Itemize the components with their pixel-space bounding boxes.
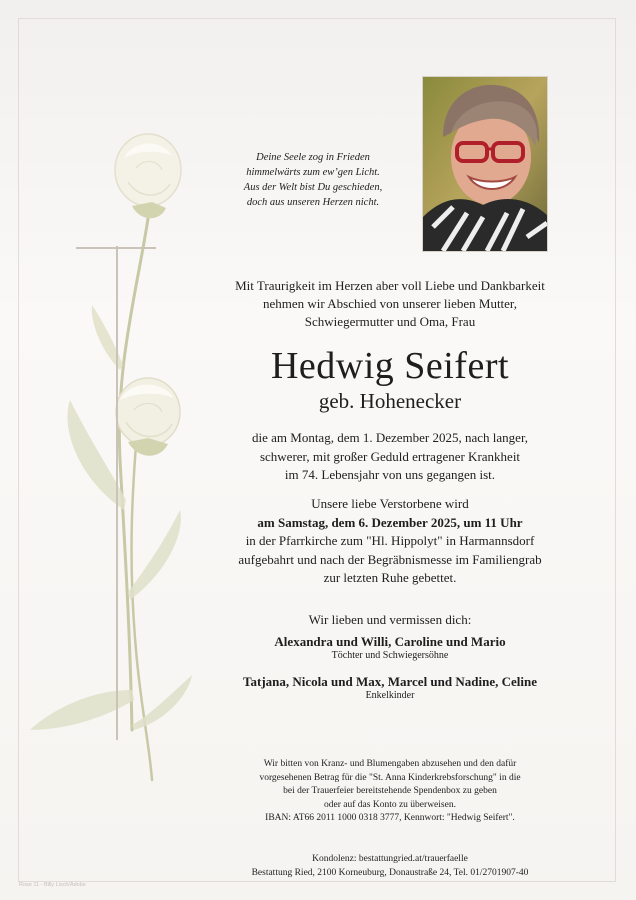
funeral-details — [150, 495, 630, 588]
funeral-date: am Samstag, dem 6. Dezember 2025, um 11 Uhr — [257, 514, 523, 530]
memorial-poem — [230, 150, 396, 210]
family-role: Töchter und Schwiegersöhne — [331, 650, 449, 661]
undertaker-address: Bestattung Ried, 2100 Korneuburg, Donaustraße 24, Tel. 01/2701907-40 — [251, 868, 529, 878]
maiden-name: geb. Hohenecker — [318, 389, 462, 413]
intro-line: nehmen wir Abschied von unserer lieben Mutter, — [263, 296, 517, 311]
iban-line: IBAN: AT66 2011 1000 0318 3777, Kennwort: "Hedwig Seifert". — [265, 813, 515, 823]
poem-line: Aus der Welt bist Du geschieden, — [243, 182, 383, 193]
intro-line: Mit Traurigkeit im Herzen aber voll Liebe und Dankbarkeit — [235, 278, 545, 293]
family-names: Tatjana, Nicola und Max, Marcel und Nadine, Celine — [243, 674, 537, 689]
upper-rose-bloom — [115, 134, 181, 218]
poem-line: himmelwärts zum ew’gen Licht. — [246, 167, 380, 178]
funeral-line: aufgebahrt und nach der Begräbnismesse im Familiengrab — [238, 551, 542, 567]
family-role: Enkelkinder — [365, 690, 415, 701]
family-names: Alexandra und Willi, Caroline und Mario — [274, 634, 506, 649]
cross-horizontal-bar — [76, 247, 156, 249]
condolence-link[interactable]: Kondolenz: bestattungried.at/trauerfaelle — [312, 854, 468, 864]
image-credit: Rose 11 - Billy Lisch/Adobe — [19, 882, 86, 888]
intro-line: Schwiegermutter und Oma, Frau — [304, 314, 476, 329]
family-group-daughters — [150, 634, 630, 662]
death-line: die am Montag, dem 1. Dezember 2025, nach langer, — [252, 430, 528, 445]
death-notice — [150, 429, 630, 485]
cross-vertical-bar — [116, 246, 118, 740]
family-group-grandchildren — [150, 674, 630, 702]
funeral-intro: Unsere liebe Verstorbene wird — [311, 496, 469, 511]
death-line: schwerer, mit großer Geduld ertragener Krankheit — [259, 448, 521, 464]
notice-line: bei der Trauerfeier bereitstehende Spendenbox zu geben — [283, 786, 497, 796]
funeral-line: zur letzten Ruhe gebettet. — [323, 570, 457, 585]
donation-notice — [150, 758, 630, 826]
poem-line: Deine Seele zog in Frieden — [256, 152, 370, 163]
deceased-name: Hedwig Seifert — [270, 345, 510, 387]
portrait-photo — [422, 76, 548, 252]
notice-line: oder auf das Konto zu überweisen. — [324, 799, 456, 810]
poem-line: doch aus unseren Herzen nicht. — [246, 197, 380, 208]
intro-text — [150, 277, 630, 331]
death-line: im 74. Lebensjahr von uns gegangen ist. — [284, 467, 496, 482]
notice-line: vorgesehenen Betrag für die "St. Anna Kinderkrebsforschung" in die — [259, 772, 521, 783]
notice-line: Wir bitten von Kranz- und Blumengaben abzusehen und den dafür — [263, 759, 517, 769]
love-line: Wir lieben und vermissen dich: — [308, 612, 472, 627]
footer — [150, 852, 630, 880]
funeral-location: in der Pfarrkirche zum "Hl. Hippolyt" in Harmannsdorf — [245, 533, 535, 548]
